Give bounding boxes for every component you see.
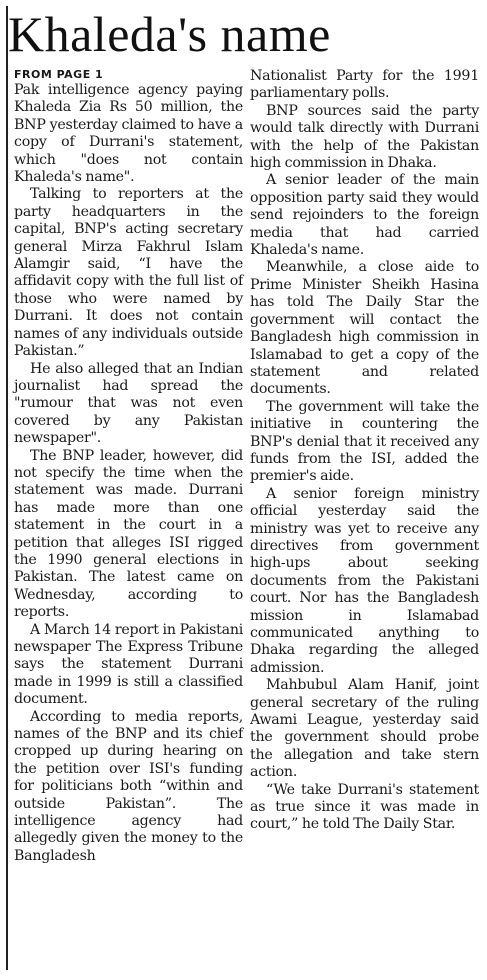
paragraph: According to media reports, names of the BNP and its chief cropped up during hearing on the petition over ISI's funding for politicians both “within and outside Pakistan”. The intelligence agency had allegedly given the money to the Bangladesh — [14, 708, 243, 864]
paragraph: “We take Durrani's statement as true since it was made in court,” he told The Daily Star. — [250, 781, 479, 833]
paragraph: A March 14 report in Pakistani newspaper The Express Tribune says the statement Durrani made in 1999 is still a classified document. — [14, 621, 243, 708]
right-column — [250, 68, 479, 834]
paragraph: A senior foreign ministry official yesterday said the ministry was yet to receive any directives from government high-ups about seeking documents from the Pakistani court. Nor has the Bangladesh mission in Islamabad communicated anything to Dhaka regarding the alleged admission. — [250, 485, 479, 676]
paragraph: Mahbubul Alam Hanif, joint general secretary of the ruling Awami League, yesterday said the government should probe the allegation and take stern action. — [250, 677, 479, 781]
paragraph: BNP sources said the party would talk directly with Durrani with the help of the Pakistan high commission in Dhaka. — [250, 102, 479, 172]
paragraph: Meanwhile, a close aide to Prime Minister Sheikh Hasina has told The Daily Star the government will contact the Bangladesh high commission in Islamabad to get a copy of the statement and related documents. — [250, 259, 479, 398]
column-rule — [6, 6, 8, 970]
paragraph: The government will take the initiative in countering the BNP's denial that it received any funds from the ISI, added the premier's aide. — [250, 398, 479, 485]
paragraph: Talking to reporters at the party headquarters in the capital, BNP's acting secretary general Mirza Fakhrul Islam Alamgir said, “I have the affidavit copy with the full list of those who were named by Durrani. It does not contain names of any individuals outside Pakistan.” — [14, 186, 243, 360]
paragraph: Nationalist Party for the 1991 parliamentary polls. — [250, 68, 479, 102]
paragraph: He also alleged that an Indian journalist had spread the "rumour that was not even covered by any Pakistan newspaper". — [14, 360, 243, 447]
paragraph: The BNP leader, however, did not specify the time when the statement was made. Durrani has made more than one statement in the court in a petition that alleges ISI rigged the 1990 general elections in Pakistan. The latest came on Wednesday, according to reports. — [14, 447, 243, 621]
headline: Khaleda's name — [8, 6, 331, 62]
left-column — [14, 68, 243, 865]
kicker: FROM PAGE 1 — [14, 68, 104, 81]
paragraph: A senior leader of the main opposition party said they would send rejoinders to the foreign media that had carried Khaleda's name. — [250, 172, 479, 259]
paragraph: Pak intelligence agency paying Khaleda Zia Rs 50 million, the BNP yesterday claimed to have a copy of Durrani's statement, which "does not contain Khaleda's name". — [14, 82, 243, 186]
